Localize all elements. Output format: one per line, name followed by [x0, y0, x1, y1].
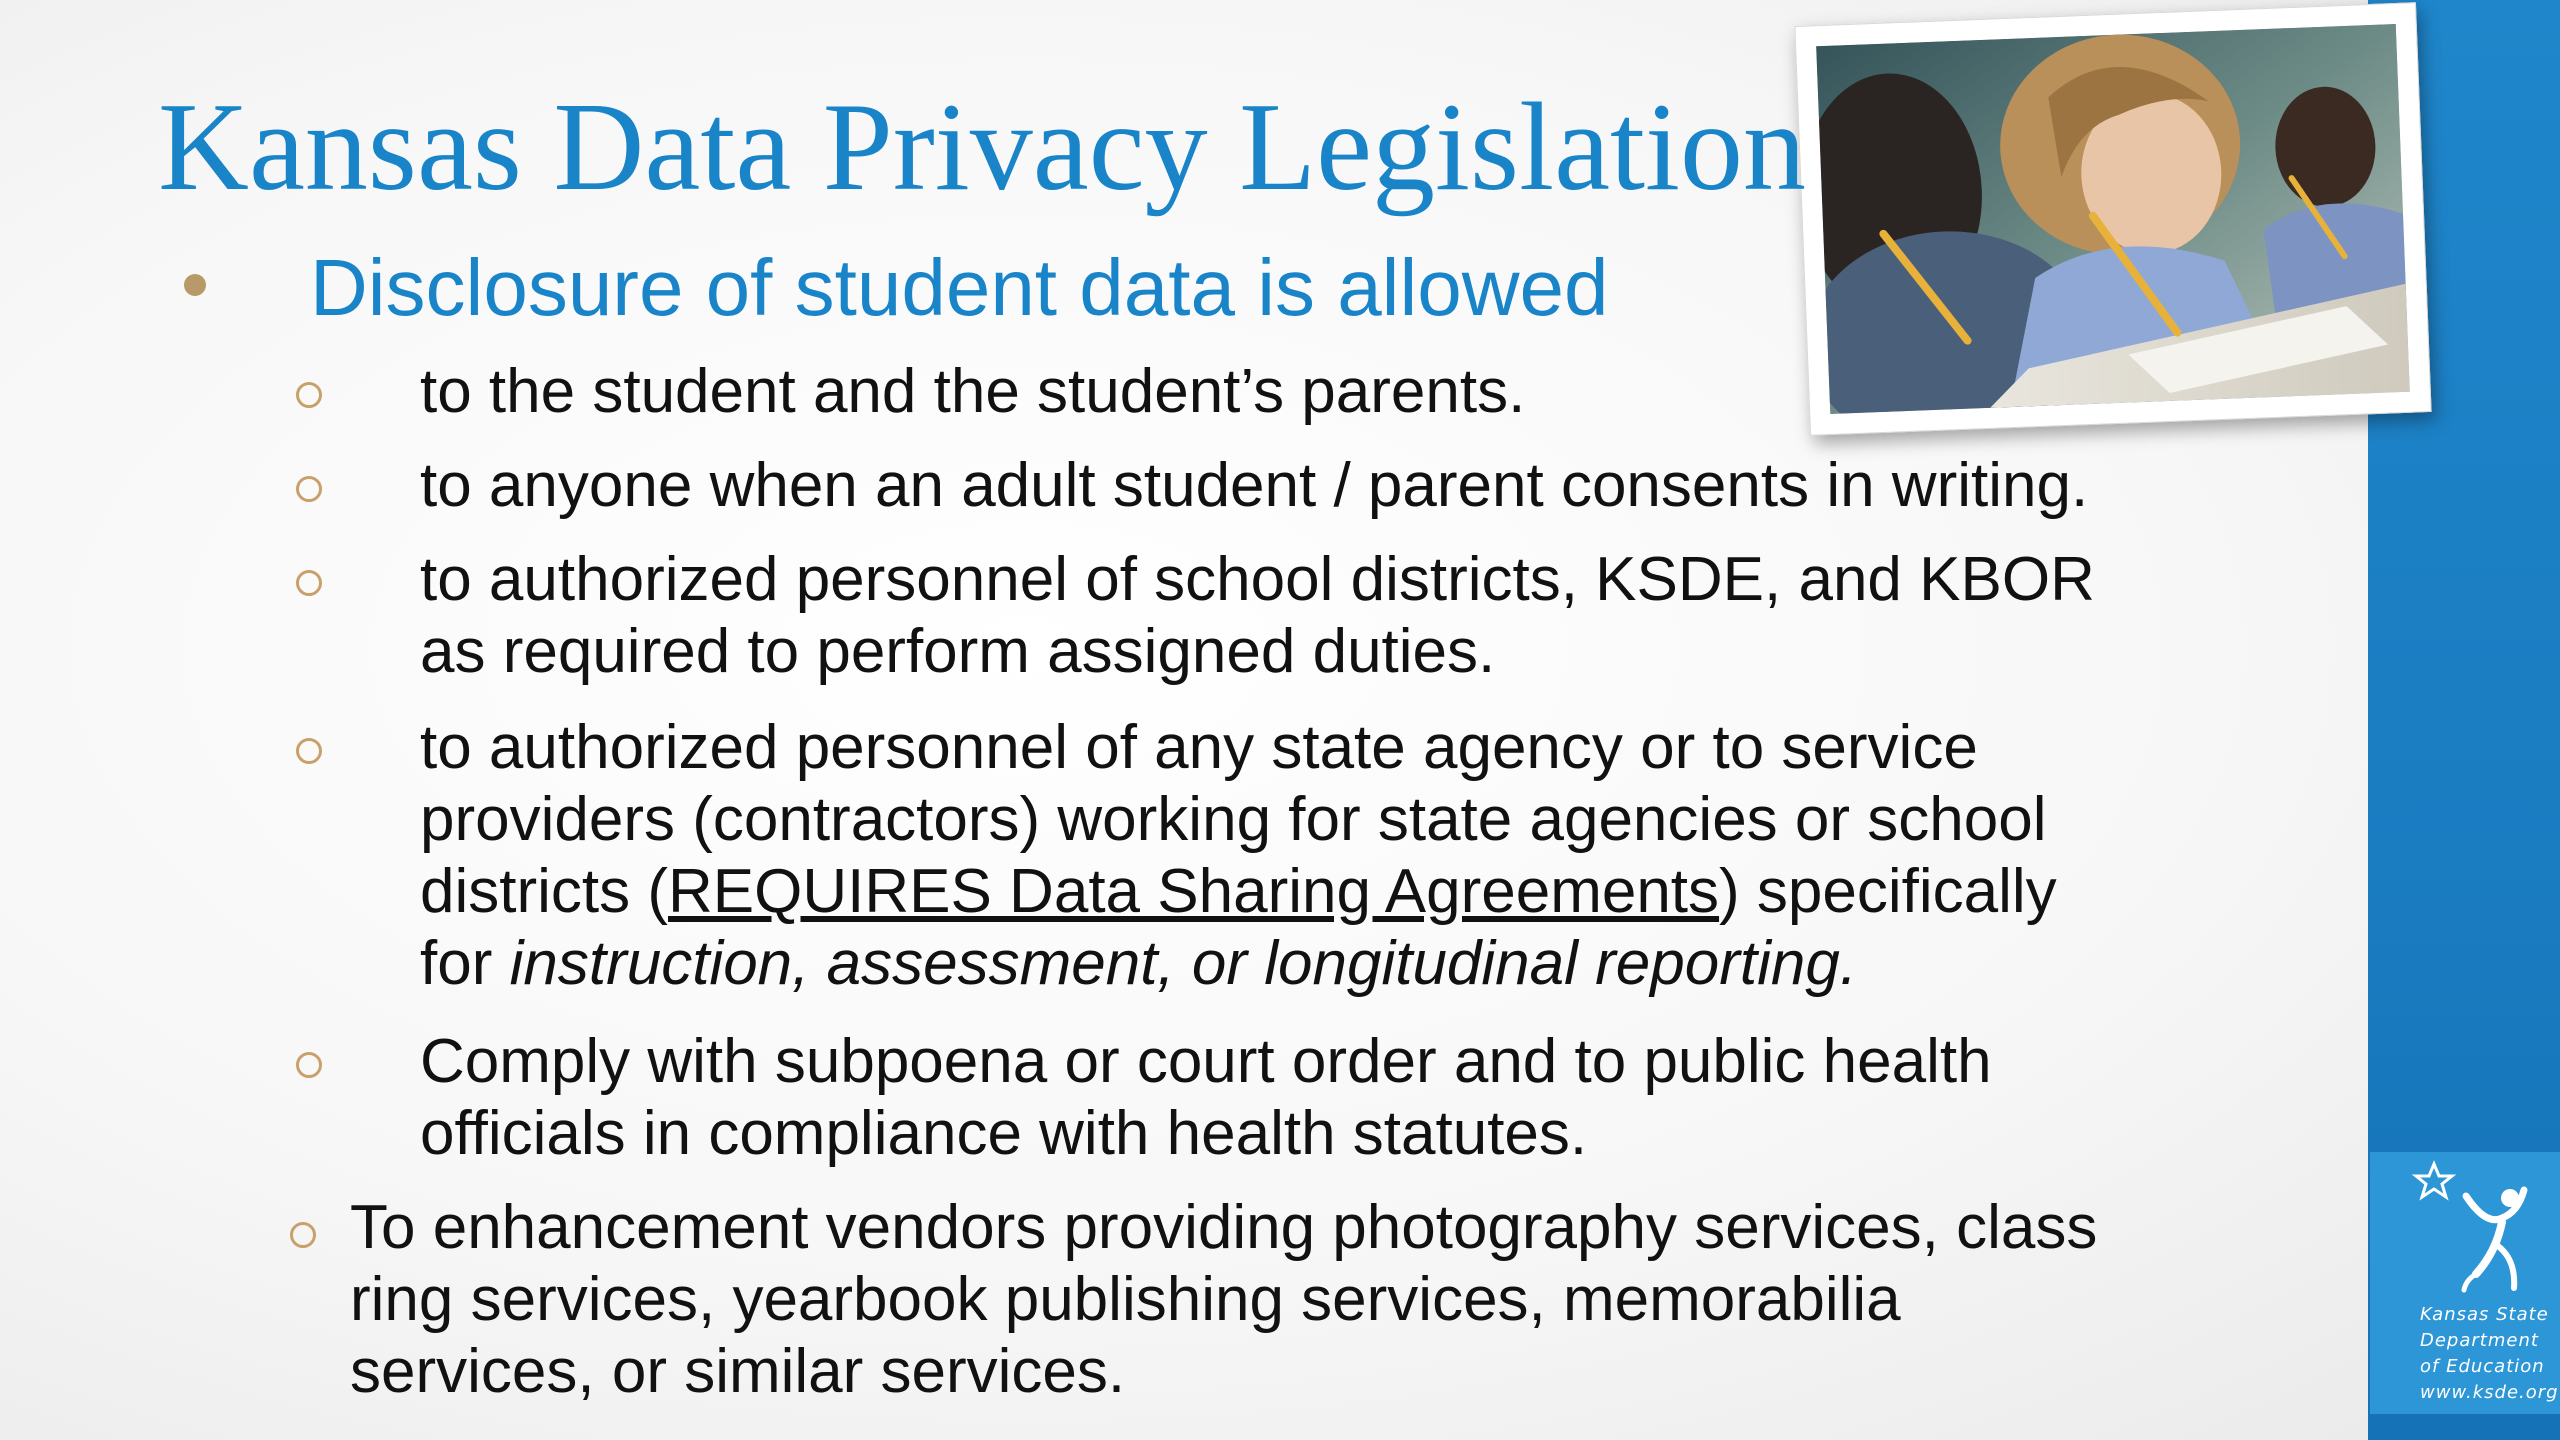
circle-bullet-icon — [296, 738, 322, 764]
circle-bullet-icon — [296, 382, 322, 408]
text-run: for — [420, 929, 510, 998]
list-item-line: to anyone when an adult student / parent consents in writing. — [420, 451, 2089, 520]
slide-title: Kansas Data Privacy Legislation — [158, 78, 1807, 217]
logo-line-4: www.ksde.org — [2420, 1382, 2559, 1403]
text-run: ) specifically — [1719, 857, 2057, 926]
list-item-line: officials in compliance with health statutes. — [420, 1099, 1588, 1168]
list-item-line: as required to perform assigned duties. — [420, 617, 1496, 686]
ksde-logo-text — [2420, 1302, 2560, 1406]
logo-line-2: Department — [2420, 1330, 2539, 1351]
circle-bullet-icon — [296, 570, 322, 596]
list-item-line: providers (contractors) working for state agencies or school — [420, 785, 2047, 854]
circle-bullet-icon — [290, 1222, 316, 1248]
list-item-line: to authorized personnel of school districts, KSDE, and KBOR — [420, 545, 2095, 614]
list-item-line: to the student and the student’s parents. — [420, 357, 1526, 426]
text-run: districts ( — [420, 857, 668, 926]
list-item-line: services, or similar services. — [350, 1337, 1126, 1406]
photo-illustration — [1816, 24, 2410, 414]
logo-line-1: Kansas State — [2420, 1304, 2549, 1325]
ksde-logo — [2370, 1152, 2560, 1414]
data-sharing-agreements-link[interactable]: REQUIRES Data Sharing Agreements — [668, 857, 1720, 926]
list-item-line: To enhancement vendors providing photography services, class — [350, 1193, 2098, 1262]
logo-line-3: of Education — [2420, 1356, 2545, 1377]
list-item-line — [420, 856, 2057, 928]
ksde-star-figure-icon — [2406, 1156, 2546, 1296]
bullet-dot-icon — [184, 274, 206, 296]
list-item-line: ring services, yearbook publishing services, memorabilia — [350, 1265, 1901, 1334]
students-photo-frame — [1794, 2, 2431, 436]
list-item-line: to authorized personnel of any state agency or to service — [420, 713, 1978, 782]
list-item-line — [420, 928, 2057, 1000]
list-item-line: Comply with subpoena or court order and to public health — [420, 1027, 1992, 1096]
circle-bullet-icon — [296, 476, 322, 502]
circle-bullet-icon — [296, 1052, 322, 1078]
emphasis-text: instruction, assessment, or longitudinal reporting. — [509, 929, 1858, 998]
main-bullet-text: Disclosure of student data is allowed — [310, 243, 1609, 332]
students-writing-photo — [1816, 24, 2410, 414]
